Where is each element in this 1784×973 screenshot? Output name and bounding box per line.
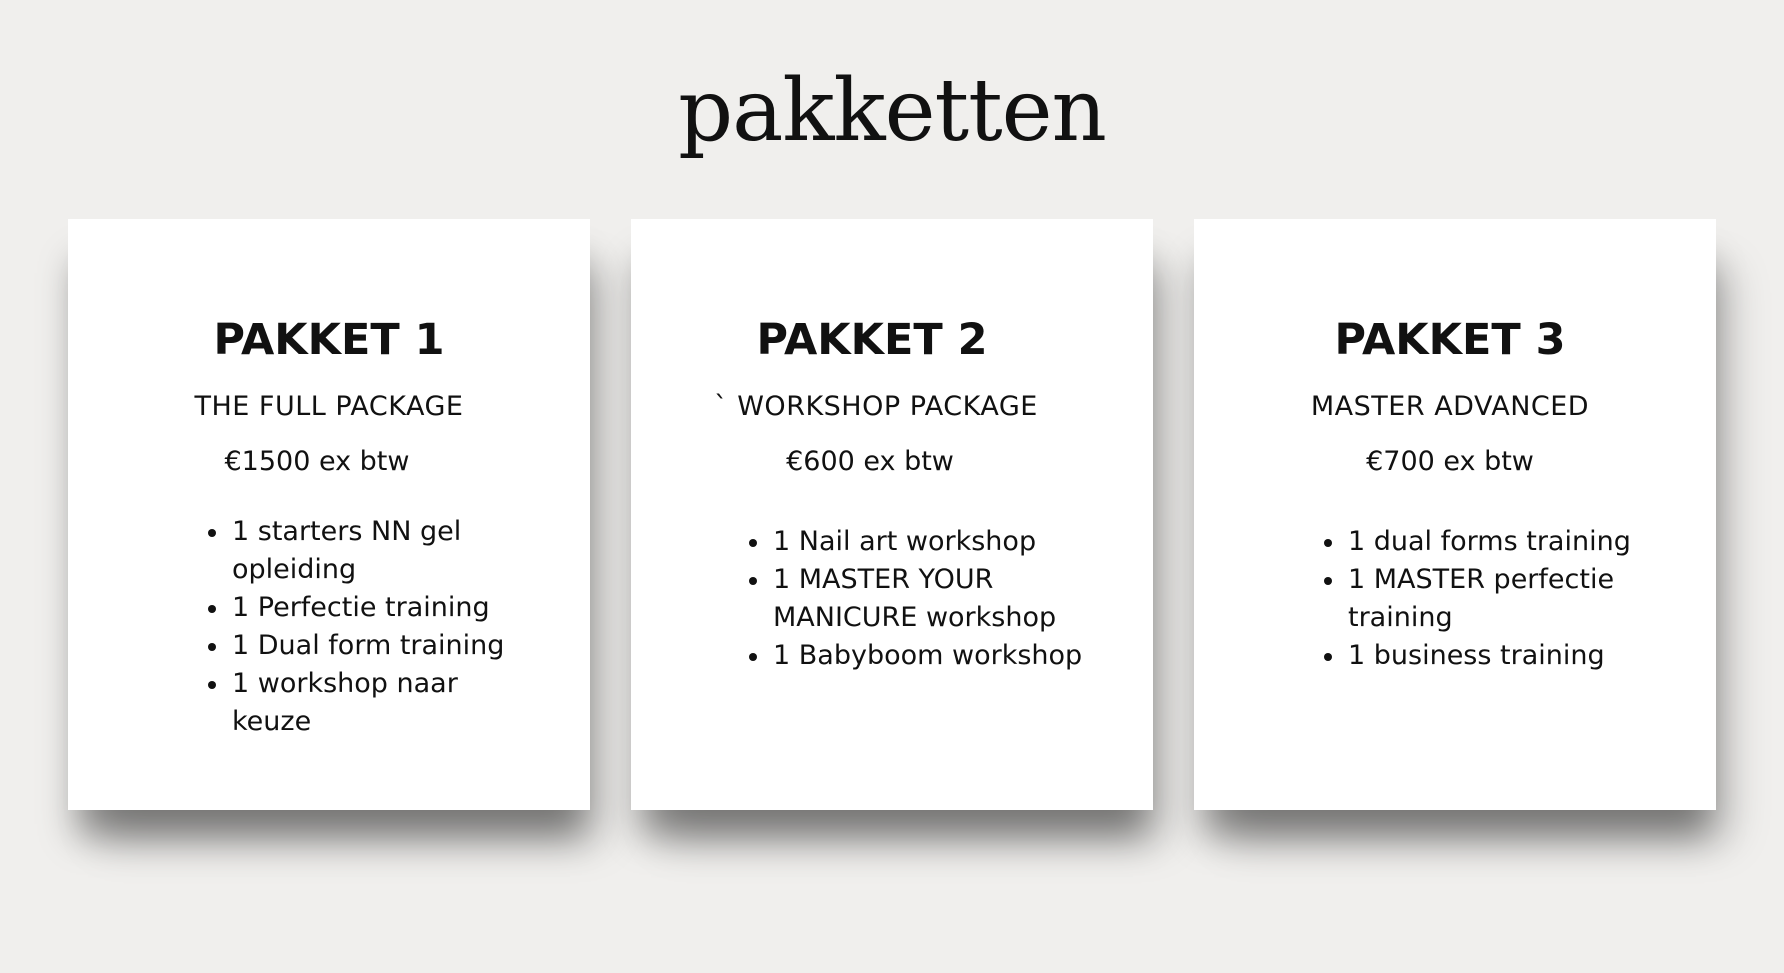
feature-item: 1 Dual form training [208, 627, 508, 665]
feature-item: 1 Babyboom workshop [749, 637, 1089, 675]
feature-item: 1 Perfectie training [208, 589, 508, 627]
package-card-content [1194, 219, 1716, 810]
package-heading: PAKKET 2 [756, 315, 988, 365]
package-price: €1500 ex btw [224, 446, 410, 477]
feature-item: 1 business training [1324, 637, 1654, 675]
feature-list [1324, 523, 1654, 675]
package-heading: PAKKET 3 [1334, 315, 1566, 365]
package-price: €700 ex btw [1366, 446, 1534, 477]
package-card-2[interactable] [631, 219, 1153, 810]
feature-list [749, 523, 1089, 675]
feature-item: 1 MASTER perfectie training [1324, 561, 1654, 637]
package-card-content [68, 219, 590, 810]
feature-item: 1 workshop naar keuze [208, 665, 508, 741]
package-card-content [631, 219, 1153, 810]
feature-item: 1 MASTER YOUR MANICURE workshop [749, 561, 1089, 637]
page-title: pakketten [678, 61, 1106, 161]
package-subtitle: MASTER ADVANCED [1310, 391, 1590, 422]
feature-list [208, 513, 508, 741]
feature-item: 1 starters NN gel opleiding [208, 513, 508, 589]
package-card-3[interactable] [1194, 219, 1716, 810]
package-heading: PAKKET 1 [213, 315, 445, 365]
feature-item: 1 dual forms training [1324, 523, 1654, 561]
package-price: €600 ex btw [786, 446, 954, 477]
package-card-1[interactable] [68, 219, 590, 810]
package-subtitle: ` WORKSHOP PACKAGE [714, 391, 1038, 422]
feature-item: 1 Nail art workshop [749, 523, 1089, 561]
package-subtitle: THE FULL PACKAGE [194, 391, 464, 422]
